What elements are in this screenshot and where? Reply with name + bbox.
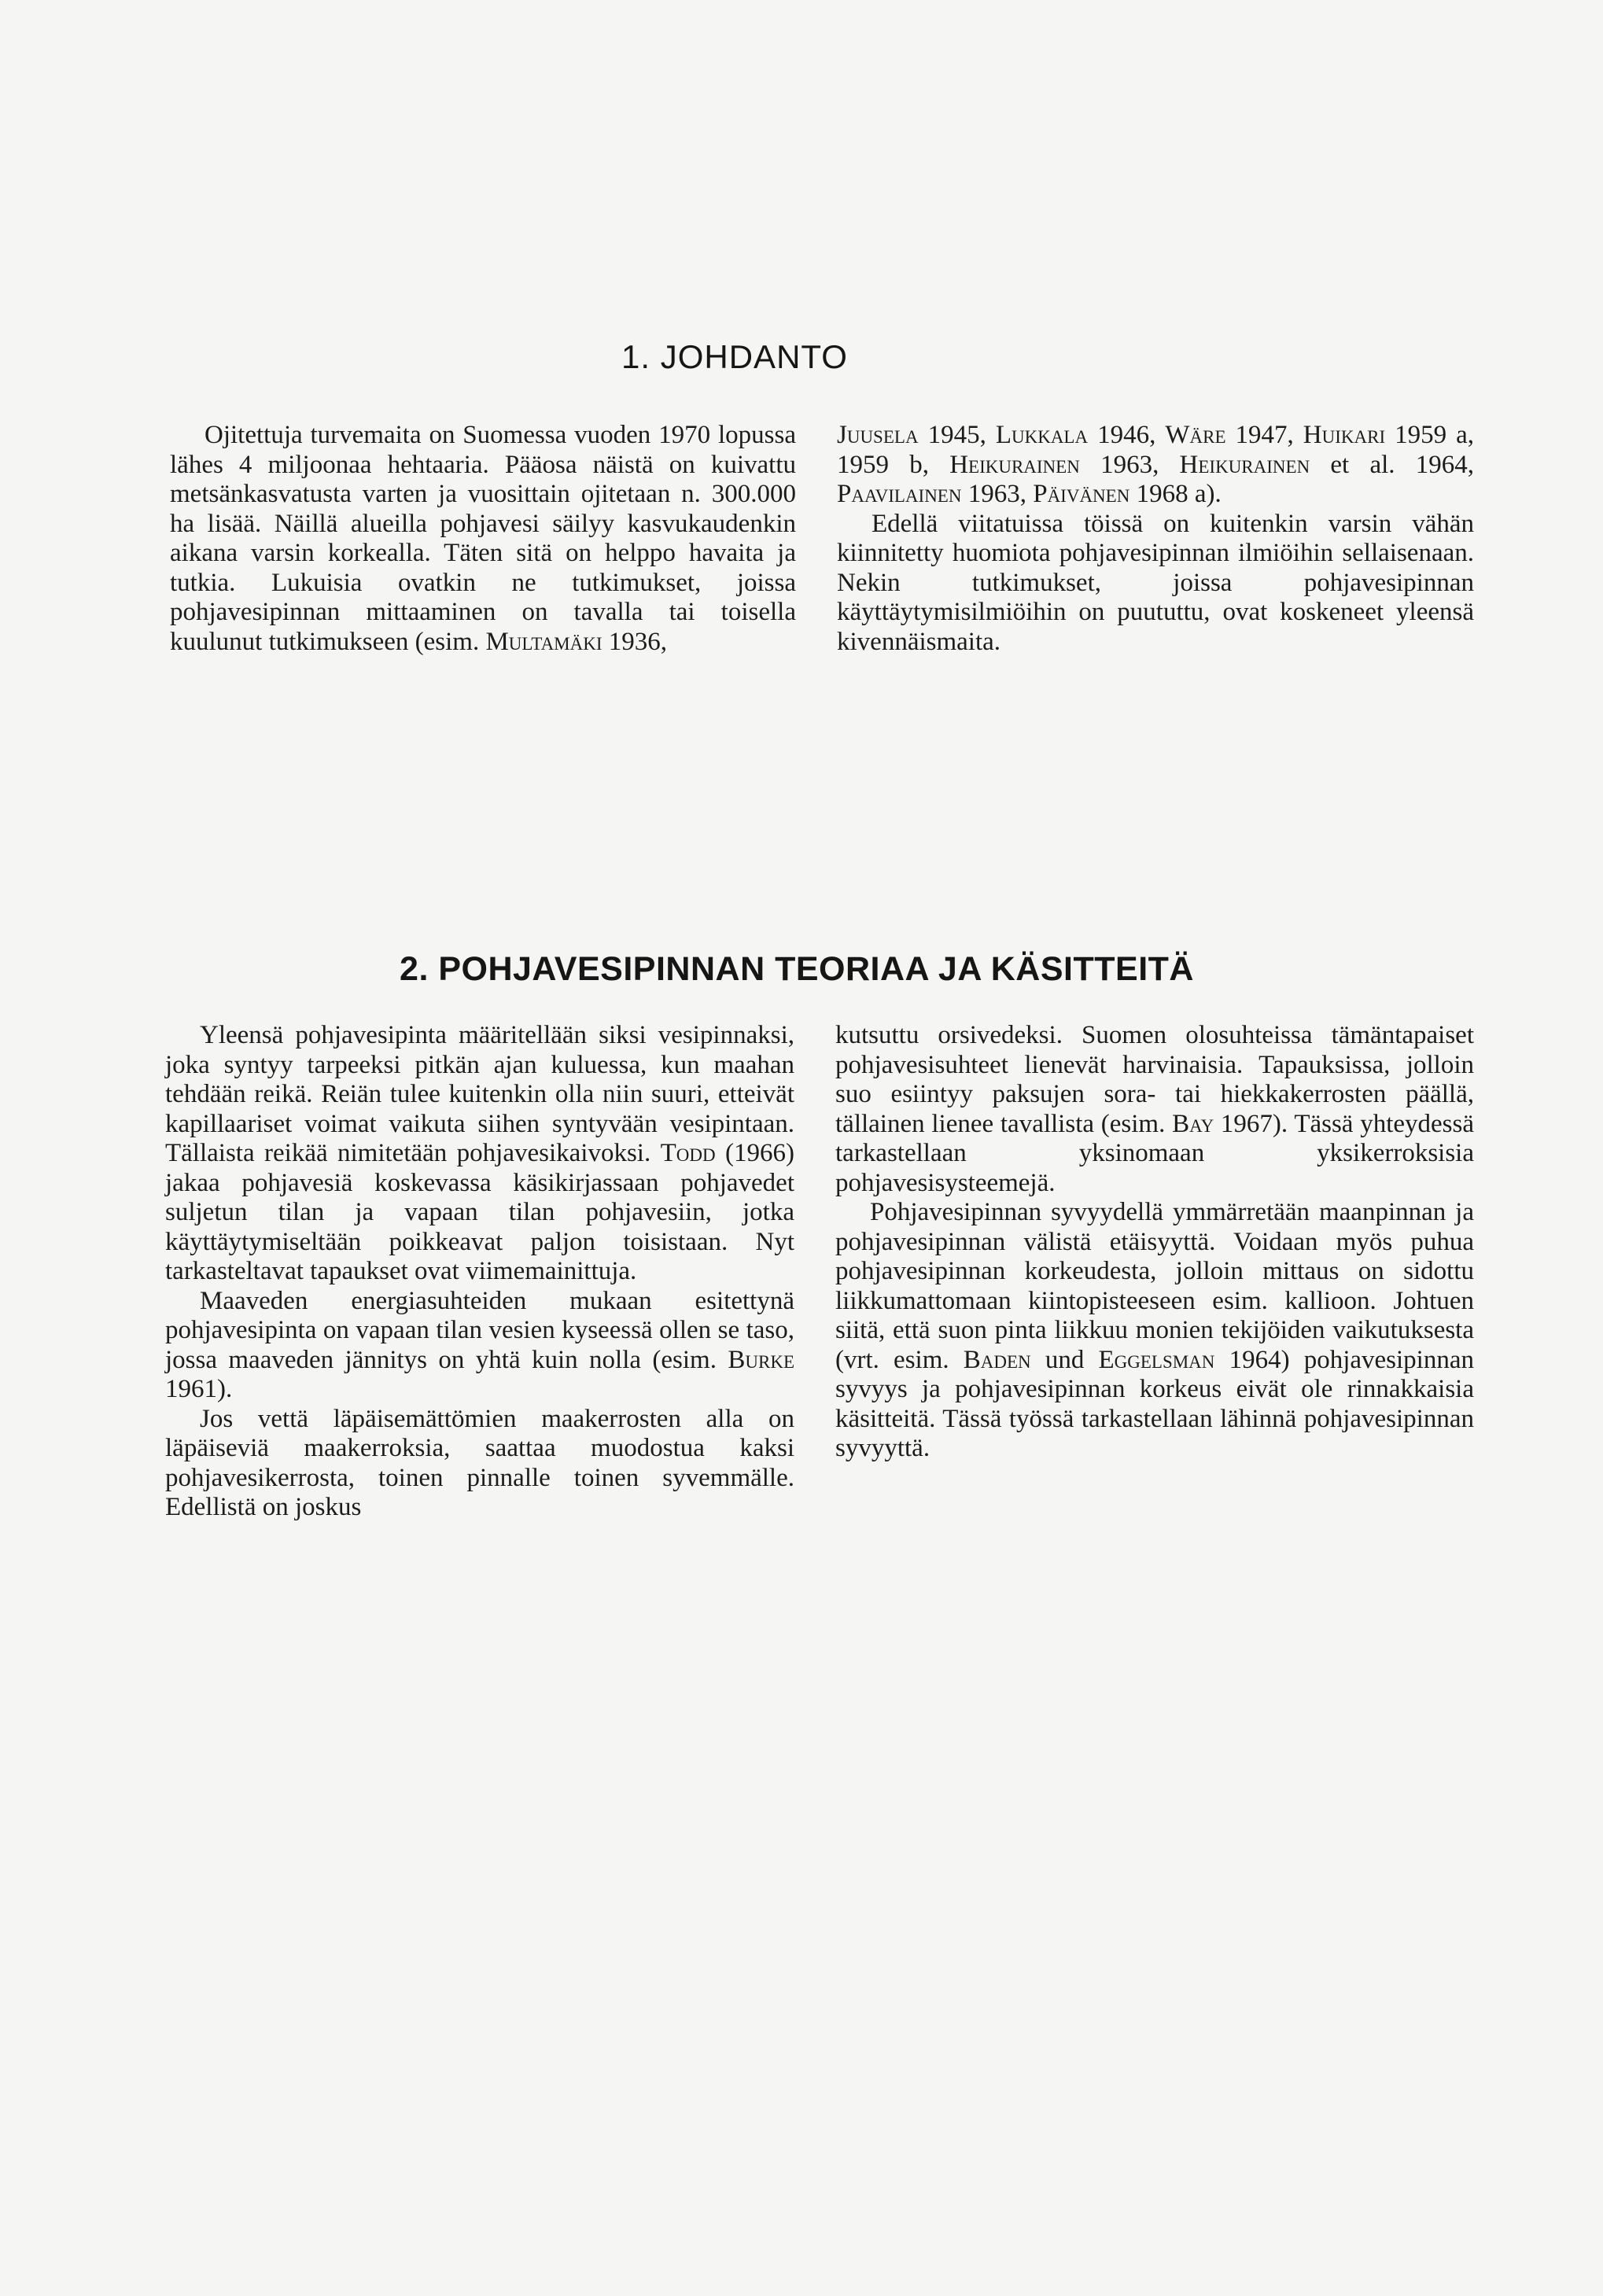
author-name: Multamäki [485, 627, 603, 656]
author-name: Burke [728, 1345, 794, 1374]
text-run: Yleensä pohjavesipinta määritellään siksi vesipinnaksi, joka syntyy tarpeeksi pitkän ajan kuluessa, kun maahan tehdään reikä. Reiän tulee kuitenkin olla niin suuri, etteivät kapillaariset voimat vaikuta siihen syntyvään vesipintaan. Tällaista reikää nimitetään pohjavesikaivoksi. [165, 1021, 794, 1167]
paragraph [165, 1405, 794, 1523]
author-name: Todd [660, 1139, 716, 1167]
author-name: Heikurainen [949, 450, 1080, 479]
author-name: Wäre [1165, 421, 1226, 449]
author-name: Lukkala [995, 421, 1089, 449]
section2-right-column [835, 1021, 1474, 1464]
section1-right-column [837, 421, 1474, 657]
text-run: kutsuttu orsivedeksi. Suomen olosuhteissa tämäntapaiset pohjavesisuhteet lienevät harvinaisia. Tapauksissa, jolloin suo esiintyy paksujen sora- tai hiekkakerrosten päällä, tällainen lienee tavallista (esim. [835, 1021, 1474, 1138]
text-run: 1936, [602, 627, 668, 656]
text-run: 1945, [918, 421, 996, 449]
text-run: 1947, [1225, 421, 1303, 449]
author-name: Baden [963, 1345, 1031, 1374]
text-run: Edellä viitatuissa töissä on kuitenkin varsin vähän kiinnitetty huomiota pohjavesipinnan ilmiöihin sellaisenaan. Nekin tutkimukset, joissa pohjavesipinnan käyttäytymisilmiöihin on puututtu, ovat koskeneet yleensä kivennäismaita. [837, 509, 1474, 656]
text-run: 1967). Tässä yhteydessä tarkastellaan yksinomaan yksikerroksisia pohjavesisysteemejä. [835, 1109, 1474, 1197]
paragraph [170, 421, 796, 657]
text-run: 1964) pohjavesipinnan syvyys ja pohjavesipinnan korkeus eivät ole rinnakkaisia käsitteitä. Tässä työssä tarkastellaan lähinnä pohjavesipinnan syvyyttä. [835, 1345, 1474, 1462]
author-name: Päivänen [1033, 480, 1130, 508]
text-run: Ojitettuja turvemaita on Suomessa vuoden 1970 lopussa lähes 4 miljoonaa hehtaaria. Pääosa näistä on kuivattu metsänkasvatusta varten ja vuosittain ojitetaan n. 300.000 ha lisää. Näillä alueilla pohjavesi säilyy kasvukaudenkin aikana varsin korkealla. Täten sitä on helppo havaita ja tutkia. Lukuisia ovatkin ne tutkimukset, joissa pohjavesipinnan mittaaminen on tavalla tai toisella kuulunut tutkimukseen (esim. [170, 421, 796, 656]
section1-left-column [170, 421, 796, 657]
paragraph [165, 1287, 794, 1405]
text-run: 1959 a, 1959 b, [837, 421, 1475, 479]
text-run: Jos vettä läpäisemättömien maakerrosten alla on läpäiseviä maakerroksia, saattaa muodostua kaksi pohjavesikerrosta, toinen pinnalle toinen syvemmälle. Edellistä on joskus [165, 1404, 794, 1521]
author-name: Heikurainen [1179, 450, 1310, 479]
text-run: 1968 a). [1129, 480, 1222, 508]
text-run: (1966) jakaa pohjavesiä koskevassa käsikirjassaan pohjavedet suljetun tilan ja vapaan tilan pohjavesiin, jotka käyttäytymiseltään poikkeavat paljon toisistaan. Nyt tarkasteltavat tapaukset ovat viimemainittuja. [165, 1139, 794, 1285]
text-run: Pohjavesipinnan syvyydellä ymmärretään maanpinnan ja pohjavesipinnan välistä etäisyyttä. Voidaan myös puhua pohjavesipinnan korkeudesta, jolloin mittaus on sidottu liikkumattomaan kiintopisteeseen esim. kallioon. Johtuen siitä, että suon pinta liikkuu monien tekijöiden vaikutuksesta (vrt. esim. [835, 1198, 1474, 1374]
paragraph [837, 510, 1474, 658]
text-run: 1963, [1079, 450, 1180, 479]
paragraph [165, 1021, 794, 1287]
paragraph [835, 1021, 1474, 1198]
section2-left-column [165, 1021, 794, 1523]
section-heading-johdanto: 1. JOHDANTO [621, 338, 848, 375]
text-run: 1946, [1088, 421, 1166, 449]
text-run: und [1030, 1345, 1099, 1374]
author-name: Juusela [837, 421, 919, 449]
paragraph [835, 1198, 1474, 1464]
paragraph [837, 421, 1474, 510]
text-run: et al. 1964, [1310, 450, 1474, 479]
author-name: Bay [1172, 1109, 1214, 1138]
text-run: Maaveden energiasuhteiden mukaan esitettynä pohjavesipinta on vapaan tilan vesien kyseessä ollen se taso, jossa maaveden jännitys on yhtä kuin nolla (esim. [165, 1286, 794, 1374]
author-name: Paavilainen [837, 480, 962, 508]
text-run: 1963, [961, 480, 1034, 508]
text-run: 1961). [165, 1375, 233, 1403]
author-name: Eggelsman [1098, 1345, 1215, 1374]
author-name: Huikari [1303, 421, 1386, 449]
section-heading-teoriaa: 2. POHJAVESIPINNAN TEORIAA JA KÄSITTEITÄ [400, 950, 1194, 988]
